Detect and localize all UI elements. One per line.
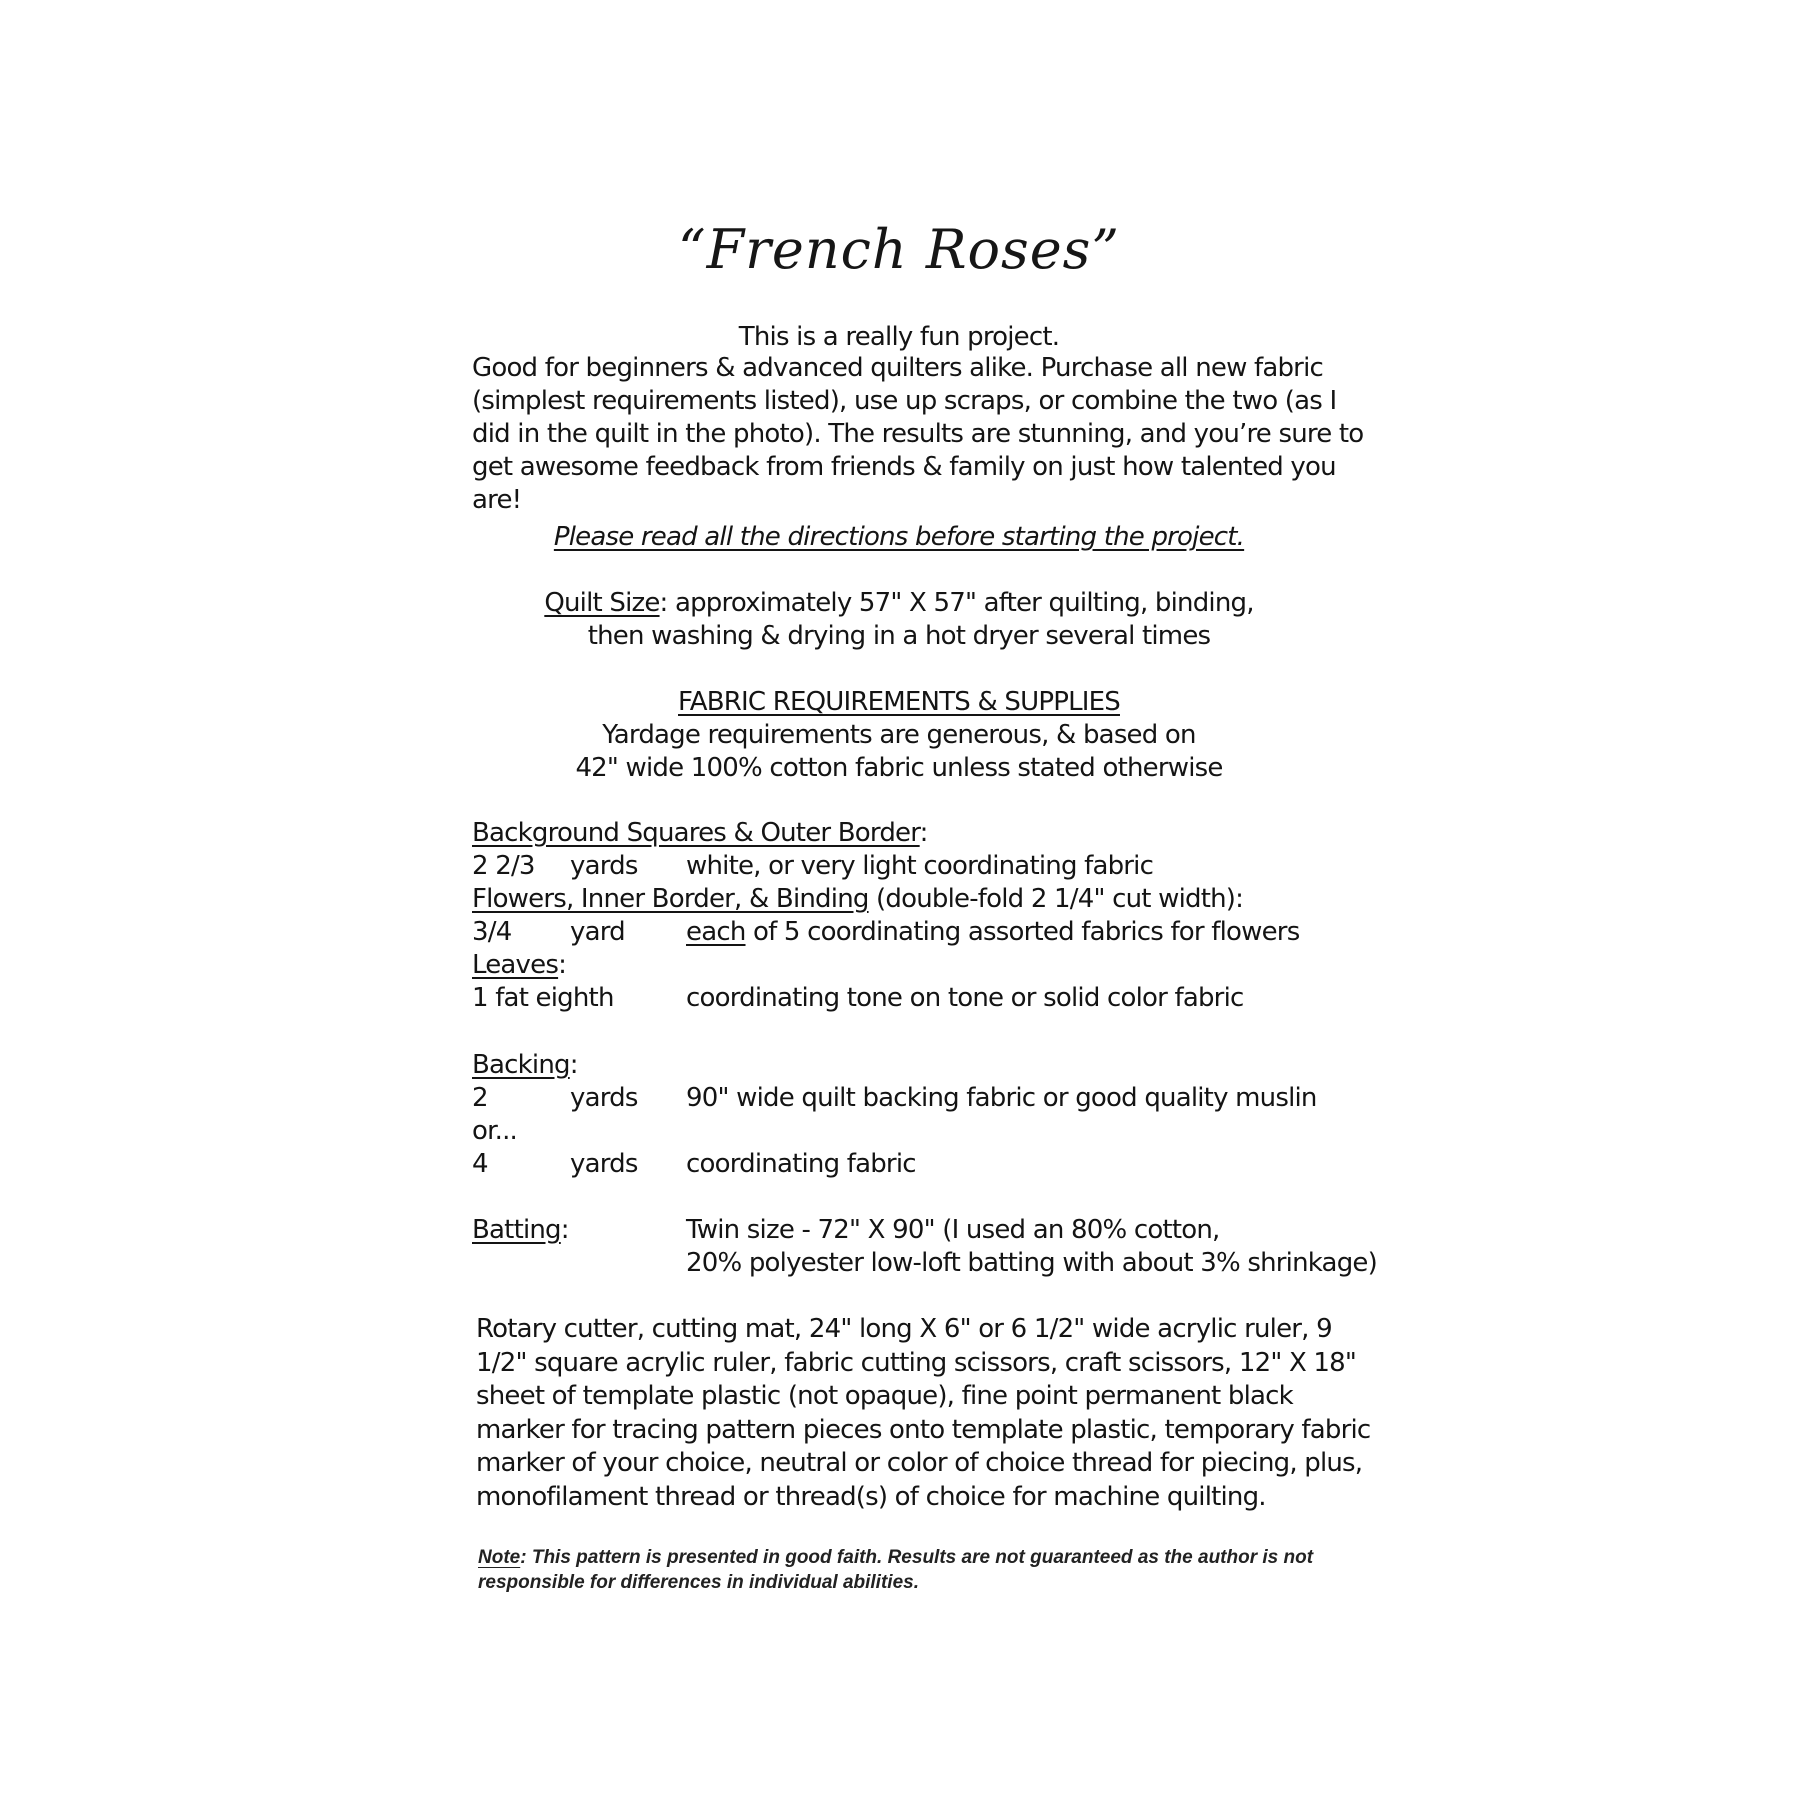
note-text: : This pattern is presented in good faith. Results are not guaranteed as the author is not responsible for differences in individual abilities.: [478, 1547, 1314, 1593]
quilt-size-line1: [0, 588, 1798, 618]
leaves-desc: coordinating tone on tone or solid color fabric: [686, 983, 1244, 1013]
background-unit: yards: [570, 851, 638, 881]
batting-line1: Twin size - 72" X 90" (I used an 80% cotton,: [686, 1215, 1220, 1245]
intro-paragraph: Good for beginners & advanced quilters alike. Purchase all new fabric (simplest requirements listed), use up scraps, or combine the two (as I did in the quilt in the photo). The results are stunning, and you’re sure to get awesome feedback from friends & family on just how talented you are!: [472, 353, 1364, 515]
quilt-size-label: Quilt Size: [544, 588, 660, 618]
fabric-requirements-heading: FABRIC REQUIREMENTS & SUPPLIES: [678, 687, 1120, 717]
flowers-qty: 3/4: [472, 917, 512, 947]
leaves-label: Leaves: [472, 950, 559, 980]
flowers-desc: each of 5 coordinating assorted fabrics for flowers: [686, 917, 1300, 947]
backing-desc-2: coordinating fabric: [686, 1149, 916, 1179]
background-heading: Background Squares & Outer Border:: [472, 818, 928, 848]
backing-qty-1: 2: [472, 1083, 488, 1113]
flowers-heading: Flowers, Inner Border, & Binding (double-fold 2 1/4" cut width):: [472, 884, 1244, 914]
backing-heading: Backing:: [472, 1050, 578, 1080]
read-directions-note: Please read all the directions before starting the project.: [553, 522, 1245, 552]
leaves-qty: 1 fat eighth: [472, 983, 614, 1013]
backing-desc-1: 90" wide quilt backing fabric or good quality muslin: [686, 1083, 1317, 1113]
page-title: “French Roses”: [678, 218, 1120, 281]
batting-heading: Batting:: [472, 1215, 569, 1245]
batting-line2: 20% polyester low-loft batting with about 3% shrinkage): [686, 1248, 1377, 1278]
batting-label: Batting: [472, 1215, 561, 1245]
backing-unit-1: yards: [570, 1083, 638, 1113]
fabric-requirements-line2: 42" wide 100% cotton fabric unless stated otherwise: [575, 753, 1223, 783]
backing-qty-2: 4: [472, 1149, 488, 1179]
background-label: Background Squares & Outer Border: [472, 818, 920, 848]
backing-unit-2: yards: [570, 1149, 638, 1179]
note-label: Note: [478, 1547, 521, 1568]
leaves-heading: Leaves:: [472, 950, 567, 980]
fabric-requirements-line1: Yardage requirements are generous, & based on: [602, 720, 1196, 750]
background-qty: 2 2/3: [472, 851, 535, 881]
intro-lead: This is a really fun project.: [738, 322, 1060, 352]
backing-label: Backing: [472, 1050, 570, 1080]
disclaimer-note: [478, 1545, 1358, 1595]
flowers-label: Flowers, Inner Border, & Binding: [472, 884, 869, 914]
quilt-size-value: : approximately 57" X 57" after quilting, binding,: [659, 588, 1254, 618]
backing-or: or...: [472, 1116, 518, 1146]
background-desc: white, or very light coordinating fabric: [686, 851, 1154, 881]
quilt-size-line2: then washing & drying in a hot dryer several times: [587, 621, 1211, 651]
flowers-unit: yard: [570, 917, 625, 947]
supplies-paragraph: Rotary cutter, cutting mat, 24" long X 6" or 6 1/2" wide acrylic ruler, 9 1/2" square acrylic ruler, fabric cutting scissors, craft scissors, 12" X 18" sheet of template plastic (not opaque), fine point permanent black marker for tracing pattern pieces onto template plastic, temporary fabric marker of your choice, neutral or color of choice thread for piecing, plus, monofilament thread or thread(s) of choice for machine quilting.: [476, 1314, 1371, 1512]
